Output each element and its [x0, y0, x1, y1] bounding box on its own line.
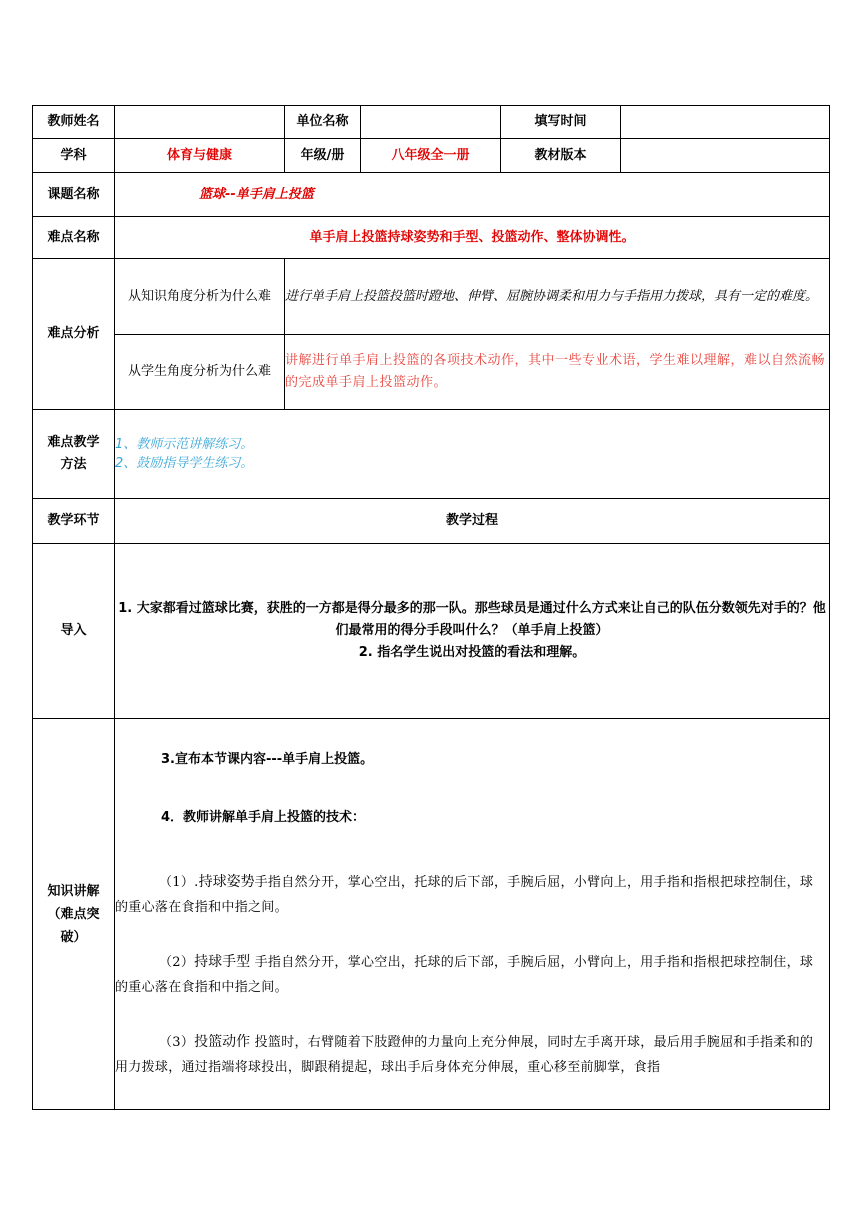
para-1-prefix: （1）.: [159, 874, 199, 890]
para-2-text: 手指自然分开，掌心空出，托球的后下部，手腕后屈，小臂向上，用手指和指根把球控制住，球的重心落在食指和中指之间。: [115, 954, 814, 995]
fill-time-label: 填写时间: [501, 106, 621, 139]
topic-label: 课题名称: [33, 173, 115, 217]
topic-value: 篮球--单手肩上投篮: [199, 186, 314, 202]
intro-line-2: 2. 指名学生说出对投篮的看法和理解。: [358, 645, 586, 660]
knowledge-item-3: 3.宣布本节课内容---单手肩上投篮。: [161, 751, 374, 767]
difficulty-row: [33, 217, 830, 259]
knowledge-item-4: 4．教师讲解单手肩上投篮的技术：: [161, 809, 366, 825]
header-row-2: [33, 139, 830, 173]
knowledge-para-3: [115, 1030, 829, 1080]
difficulty-value: 单手肩上投篮持球姿势和手型、投篮动作、整体协调性。: [115, 217, 830, 259]
unit-label: 单位名称: [285, 106, 361, 139]
intro-label: 导入: [33, 544, 115, 719]
teacher-name-label: 教师姓名: [33, 106, 115, 139]
topic-row: [33, 173, 830, 217]
para-3-prefix: （3）: [159, 1034, 195, 1050]
intro-line-1: 1. 大家都看过篮球比赛，获胜的一方都是得分最多的那一队。那些球员是通过什么方式来让自己的队伍分数领先对手的？他们最常用的得分手段叫什么？（单手肩上投篮）: [118, 601, 826, 638]
grade-label: 年级/册: [285, 139, 361, 173]
knowledge-para-2: [115, 950, 829, 1000]
fill-time-value: [621, 106, 830, 139]
subject-value: 体育与健康: [115, 139, 285, 173]
methods-list: [115, 410, 830, 499]
process-label: 教学过程: [115, 499, 830, 544]
unit-value: [361, 106, 501, 139]
method-item: 2、鼓励指导学生练习。: [115, 456, 254, 471]
analysis-row-knowledge: [33, 259, 830, 335]
topic-cell: [115, 173, 830, 217]
para-2-term: 持球手型: [194, 953, 251, 970]
edition-label: 教材版本: [501, 139, 621, 173]
lesson-plan-table: [32, 105, 830, 1110]
methods-row: [33, 410, 830, 499]
knowledge-angle-text: 进行单手肩上投篮投篮时蹬地、伸臂、屈腕协调柔和用力与手指用力拨球，具有一定的难度。: [285, 259, 830, 335]
knowledge-content: [115, 719, 830, 1110]
process-header-row: [33, 499, 830, 544]
student-angle-label: 从学生角度分析为什么难: [115, 335, 285, 410]
knowledge-label: 知识讲解（难点突破）: [47, 883, 100, 945]
method-item: 1、教师示范讲解练习。: [115, 437, 254, 452]
analysis-row-student: [33, 335, 830, 410]
student-angle-text: 讲解进行单手肩上投篮的各项技术动作，其中一些专业术语，学生难以理解，难以自然流畅的完成单手肩上投篮动作。: [285, 335, 830, 410]
methods-label-text: 难点教学方法: [47, 435, 100, 472]
header-row-1: [33, 106, 830, 139]
knowledge-label-cell: [33, 719, 115, 1110]
knowledge-angle-label: 从知识角度分析为什么难: [115, 259, 285, 335]
intro-content: [115, 544, 830, 719]
process-stage-label: 教学环节: [33, 499, 115, 544]
para-2-prefix: （2）: [159, 954, 195, 970]
para-1-text: 手指自然分开，掌心空出，托球的后下部，手腕后屈，小臂向上，用手指和指根把球控制住，球的重心落在食指和中指之间。: [115, 874, 814, 915]
knowledge-row: [33, 719, 830, 1110]
subject-label: 学科: [33, 139, 115, 173]
teacher-name-value: [115, 106, 285, 139]
para-3-term: 投篮动作: [194, 1033, 251, 1050]
intro-row: [33, 544, 830, 719]
knowledge-para-1: [115, 870, 829, 920]
grade-value: 八年级全一册: [361, 139, 501, 173]
difficulty-label: 难点名称: [33, 217, 115, 259]
para-3-text: 投篮时，右臂随着下肢蹬伸的力量向上充分伸展，同时左手离开球，最后用手腕屈和手指柔和的用力拨球，通过指端将球投出，脚跟稍提起，球出手后身体充分伸展，重心移至前脚掌，食指: [115, 1034, 814, 1075]
methods-label: [33, 410, 115, 499]
analysis-label: 难点分析: [33, 259, 115, 410]
para-1-term: 持球姿势: [198, 873, 255, 890]
edition-value: [621, 139, 830, 173]
